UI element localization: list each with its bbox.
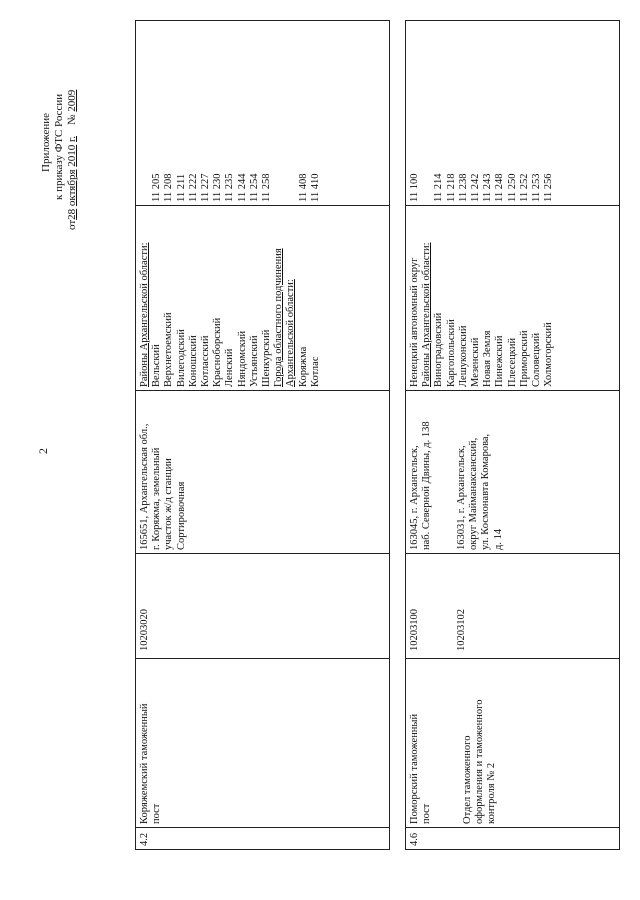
region-code: 11 254 bbox=[248, 173, 260, 202]
customs-post-name bbox=[139, 703, 163, 824]
region-name: Города областного подчинения bbox=[273, 248, 285, 387]
address-line: участок ж/д станции bbox=[163, 458, 175, 550]
row-number: 4.2 bbox=[139, 832, 150, 846]
region-code: 11 252 bbox=[518, 173, 530, 202]
address-line: 163031, г. Архангельск, bbox=[456, 445, 467, 550]
region-name: Пинежский bbox=[494, 335, 506, 387]
region-code: 11 242 bbox=[470, 173, 482, 202]
header-date-month: октября bbox=[66, 169, 78, 207]
region-code: 11 248 bbox=[494, 173, 506, 202]
region-name: Лешуконский bbox=[457, 325, 469, 387]
region-name: Верхнетоемский bbox=[163, 312, 175, 387]
region-name: Районы Архангельской области: bbox=[421, 242, 433, 387]
address-line: д. 14 bbox=[492, 528, 504, 550]
region-code: 11 205 bbox=[151, 173, 163, 202]
region-name: Вилегодский bbox=[175, 329, 187, 387]
region-code: 11 258 bbox=[261, 173, 273, 202]
region-name: Соловецкий bbox=[531, 332, 543, 387]
column-divider bbox=[406, 205, 619, 206]
region-code: 11 100 bbox=[409, 173, 420, 202]
address-line: ул. Космонавта Комарова, bbox=[480, 433, 492, 550]
column-divider bbox=[136, 553, 389, 554]
table-row-4-6 bbox=[405, 20, 620, 850]
region-name: Устьянский bbox=[248, 335, 260, 387]
address-line: Сортировочная bbox=[175, 481, 187, 550]
region-name: Архангельской области: bbox=[285, 279, 297, 387]
header-date-prefix: от bbox=[66, 219, 78, 230]
region-name: Коношский bbox=[187, 335, 199, 387]
address-line: 163045, г. Архангельск, bbox=[409, 445, 420, 550]
post-code: 10203020 bbox=[139, 609, 150, 651]
table-row-4-2 bbox=[135, 20, 390, 850]
region-code: 11 243 bbox=[482, 173, 494, 202]
region-code: 11 218 bbox=[445, 173, 457, 202]
post-address bbox=[409, 421, 433, 550]
column-divider bbox=[136, 390, 389, 391]
address-line: округ Майманаксанский, bbox=[468, 437, 480, 550]
customs-department-name bbox=[462, 700, 499, 824]
region-name: Плесецкий bbox=[506, 337, 518, 387]
region-code: 11 230 bbox=[212, 173, 224, 202]
region-code: 11 222 bbox=[187, 173, 199, 202]
region-name: Коряжма bbox=[297, 346, 309, 387]
region-codes bbox=[409, 174, 555, 203]
region-code: 11 214 bbox=[433, 173, 445, 202]
region-name: Няндомский bbox=[236, 330, 248, 387]
header-date-day: 28 bbox=[66, 208, 78, 220]
name-line: оформления и таможенного bbox=[474, 699, 486, 824]
post-address bbox=[139, 424, 188, 550]
region-name: Шенкурский bbox=[261, 329, 273, 387]
region-list bbox=[139, 243, 322, 388]
customs-post-name bbox=[409, 714, 433, 824]
name-line: Отдел таможенного bbox=[462, 735, 473, 824]
header-date-suffix: г. bbox=[66, 135, 78, 142]
region-name: Ленский bbox=[224, 348, 236, 387]
region-name: Красноборский bbox=[212, 317, 224, 387]
department-address bbox=[456, 434, 505, 550]
region-code: 11 256 bbox=[543, 173, 555, 202]
region-name: Виноградовский bbox=[433, 312, 445, 387]
region-name: Мезенский bbox=[470, 337, 482, 387]
header-line-date bbox=[66, 0, 79, 230]
name-line: пост bbox=[421, 803, 433, 824]
region-code bbox=[273, 174, 285, 203]
column-divider bbox=[406, 553, 619, 554]
header-number-label: № bbox=[66, 114, 78, 125]
region-code: 11 250 bbox=[506, 173, 518, 202]
name-line: контроля № 2 bbox=[486, 762, 498, 824]
region-code bbox=[285, 174, 297, 203]
column-divider bbox=[406, 827, 619, 828]
header-date-year: 2010 bbox=[66, 144, 78, 167]
region-name: Районы Архангельской области: bbox=[139, 242, 150, 387]
region-name: Холмогорский bbox=[543, 322, 555, 387]
region-name: Новая Земля bbox=[482, 330, 494, 387]
region-code: 11 244 bbox=[236, 173, 248, 202]
region-code bbox=[139, 174, 151, 203]
region-code: 11 211 bbox=[175, 173, 187, 202]
header-line-order: к приказу ФТС России bbox=[53, 93, 65, 200]
address-line: г. Коряжма, земельный bbox=[151, 447, 163, 550]
column-divider bbox=[136, 827, 389, 828]
name-line: пост bbox=[151, 803, 163, 824]
address-line: наб. Северной Двины, д. 138 bbox=[421, 421, 433, 550]
region-code: 11 208 bbox=[163, 173, 175, 202]
name-line: Поморский таможенный bbox=[409, 713, 420, 824]
region-code: 11 408 bbox=[297, 173, 309, 202]
column-divider bbox=[406, 390, 619, 391]
column-divider bbox=[136, 205, 389, 206]
post-code: 10203100 bbox=[409, 609, 420, 651]
region-name: Каргопольский bbox=[445, 319, 457, 387]
order-header bbox=[40, 0, 79, 230]
header-number-value: 2009 bbox=[66, 89, 78, 112]
page-number: 2 bbox=[36, 448, 50, 454]
column-divider bbox=[136, 658, 389, 659]
region-name: Котласский bbox=[200, 335, 212, 387]
column-divider bbox=[406, 658, 619, 659]
region-code: 11 238 bbox=[457, 173, 469, 202]
name-line: Коряжемский таможенный bbox=[139, 703, 150, 824]
region-code: 11 253 bbox=[531, 173, 543, 202]
region-codes bbox=[139, 174, 322, 203]
region-code bbox=[421, 174, 433, 203]
region-code: 11 227 bbox=[200, 173, 212, 202]
row-number: 4.6 bbox=[409, 832, 420, 846]
header-line-appendix: Приложение bbox=[40, 112, 52, 172]
region-name: Приморский bbox=[518, 330, 530, 387]
region-name: Вельский bbox=[151, 344, 163, 387]
region-name: Котлас bbox=[309, 356, 321, 387]
department-code: 10203102 bbox=[456, 609, 467, 651]
region-name: Ненецкий автономный округ bbox=[409, 257, 420, 387]
address-line: 165651, Архангельская обл., bbox=[139, 423, 150, 550]
region-code: 11 410 bbox=[309, 173, 321, 202]
region-list bbox=[409, 243, 555, 388]
region-code: 11 235 bbox=[224, 173, 236, 202]
